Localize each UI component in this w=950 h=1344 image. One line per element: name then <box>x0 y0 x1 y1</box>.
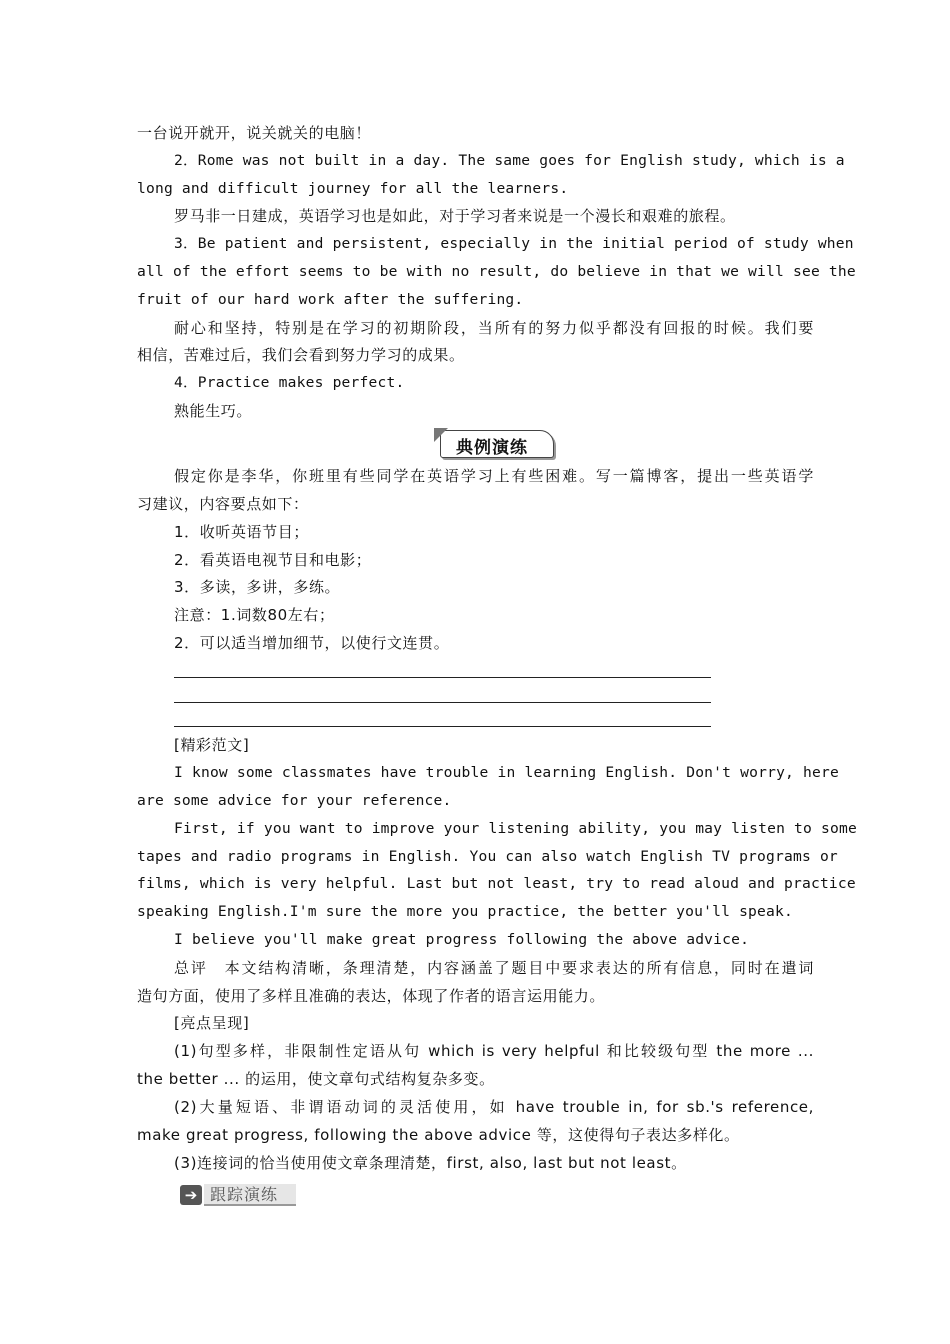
highlight-1b: the better ... 的运用，使文章句式结构复杂多变。 <box>137 1070 495 1088</box>
section-title: 典例演练 <box>456 438 528 458</box>
section-title-tab <box>434 428 554 458</box>
task-item-2: 2．看英语电视节目和电影； <box>174 551 372 569</box>
task-note-2: 2．可以适当增加细节，以使行文连贯。 <box>174 634 450 652</box>
task-note-1: 注意：1.词数80左右； <box>174 606 335 624</box>
task-para-2: 习建议，内容要点如下： <box>137 495 309 513</box>
highlight-2b: make great progress, following the above advice 等，这使得句子表达多样化。 <box>137 1126 740 1144</box>
task-para-1: 假定你是李华，你班里有些同学在英语学习上有些困难。写一篇博客，提出一些英语学 <box>174 467 814 485</box>
model-para-1b: are some advice for your reference. <box>137 792 452 809</box>
model-label: [精彩范文] <box>174 736 250 754</box>
model-para-2a: First, if you want to improve your listening ability, you may listen to some <box>174 820 857 837</box>
tip-4-zh: 熟能生巧。 <box>174 402 253 420</box>
tip-3-zh-2: 相信，苦难过后，我们会看到努力学习的成果。 <box>137 346 465 364</box>
track-practice-label: 跟踪演练 <box>204 1184 296 1206</box>
model-para-3: I believe you'll make great progress following the above advice. <box>174 931 750 948</box>
comment-2: 造句方面，使用了多样且准确的表达，体现了作者的语言运用能力。 <box>137 987 606 1005</box>
highlight-1a: (1)句型多样，非限制性定语从句 which is very helpful 和比较级句型 the more ... <box>174 1042 814 1060</box>
line-computer-sentence: 一台说开就开，说关就关的电脑！ <box>137 124 372 142</box>
tip-3-en-3: fruit of our hard work after the suffering. <box>137 291 524 308</box>
tip-4-en: 4．Practice makes perfect. <box>174 374 405 391</box>
answer-line <box>174 677 711 678</box>
task-item-3: 3．多读，多讲，多练。 <box>174 578 341 596</box>
tip-3-zh-1: 耐心和坚持，特别是在学习的初期阶段，当所有的努力似乎都没有回报的时候。我们要 <box>174 319 814 337</box>
model-para-1a: I know some classmates have trouble in learning English. Don't worry, here <box>174 764 839 781</box>
tip-2-zh: 罗马非一日建成，英语学习也是如此，对于学习者来说是一个漫长和艰难的旅程。 <box>174 207 736 225</box>
model-para-2c: films, which is very helpful. Last but not least, try to read aloud and practice <box>137 875 856 892</box>
track-practice-header <box>180 1184 296 1208</box>
answer-line <box>174 702 711 703</box>
tip-2-en-2: long and difficult journey for all the learners. <box>137 180 569 197</box>
task-item-1: 1．收听英语节目； <box>174 523 309 541</box>
highlight-2a: (2)大量短语、非谓语动词的灵活使用，如 have trouble in, for sb.'s reference, <box>174 1098 814 1116</box>
tip-2-en-1: 2．Rome was not built in a day. The same goes for English study, which is a <box>174 152 845 169</box>
answer-line <box>174 726 711 727</box>
highlights-label: [亮点呈现] <box>174 1014 250 1032</box>
comment-1: 总评 本文结构清晰，条理清楚，内容涵盖了题目中要求表达的所有信息，同时在遣词 <box>174 959 814 977</box>
model-para-2b: tapes and radio programs in English. You can also watch English TV programs or <box>137 848 838 865</box>
tip-3-en-1: 3．Be patient and persistent, especially in the initial period of study when <box>174 235 854 252</box>
highlight-3: (3)连接词的恰当使用使文章条理清楚，first, also, last but not least。 <box>174 1154 687 1172</box>
tip-3-en-2: all of the effort seems to be with no result, do believe in that we will see the <box>137 263 856 280</box>
arrow-right-icon: ➔ <box>180 1185 202 1205</box>
model-para-2d: speaking English.I'm sure the more you practice, the better you'll speak. <box>137 903 793 920</box>
